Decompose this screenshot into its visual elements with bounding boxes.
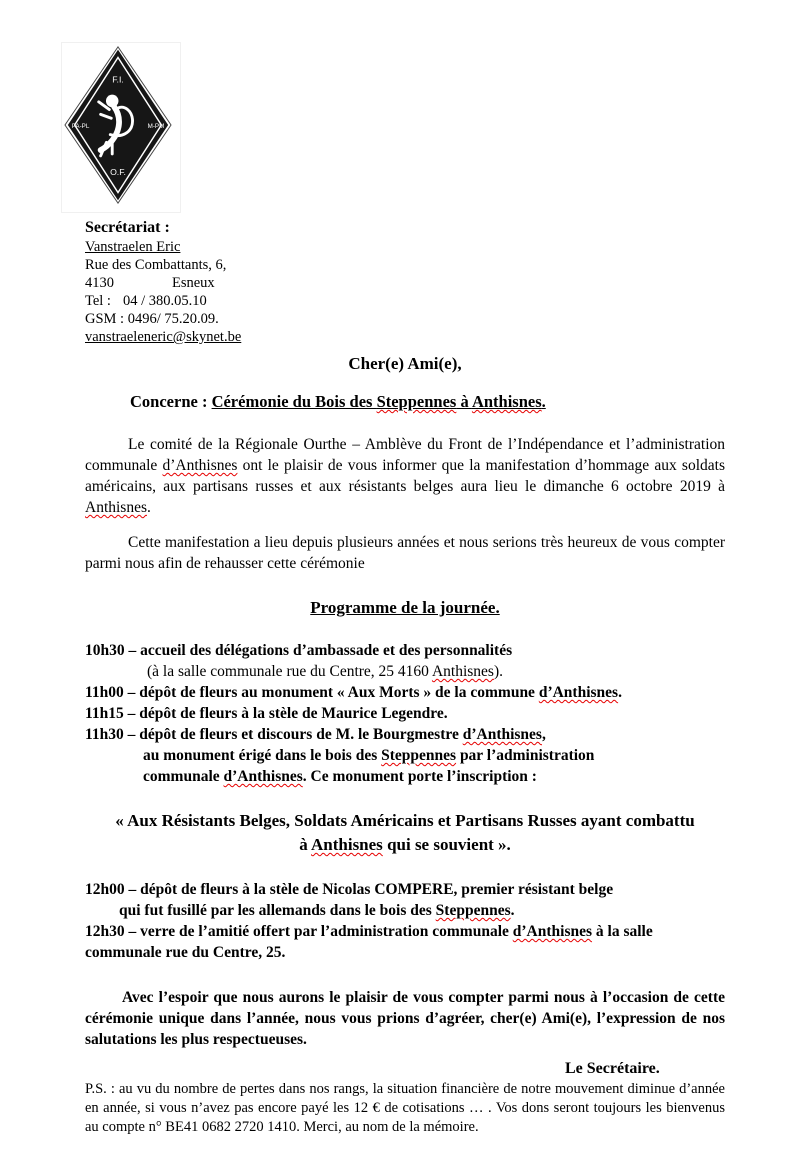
text-segment: . Ce monument porte l’inscription : xyxy=(302,768,537,785)
text-segment: ). xyxy=(493,663,503,680)
text-segment: à xyxy=(456,392,472,411)
logo-right-label: M-PM xyxy=(147,122,165,130)
text-segment: communale xyxy=(143,768,224,785)
subject-label: Concerne : xyxy=(130,392,212,411)
program-schedule xyxy=(85,640,725,787)
text-segment: Cette manifestation a lieu depuis plusieurs années et nous serions très heureux de vous compter parmi nous afin de rehausser cette cérémonie xyxy=(85,534,725,572)
text-segment: Cérémonie du Bois des xyxy=(211,392,377,411)
text-segment: à la salle communale rue du Centre, 25. xyxy=(85,923,653,961)
logo-bottom-label: O.F. xyxy=(110,167,126,178)
fi-diamond-emblem xyxy=(64,45,172,205)
text-segment: 12h30 – verre de l’amitié offert par l’administration communale xyxy=(85,923,513,940)
text-segment: 11h15 – dépôt de fleurs à la stèle de Maurice Legendre. xyxy=(85,705,448,722)
signature: Le Secrétaire. xyxy=(565,1060,660,1077)
misspelled-word: Anthisnes xyxy=(311,835,383,854)
logo-left-label: PA-PL xyxy=(71,122,90,130)
body-paragraph-2 xyxy=(85,532,725,574)
sender-city: Esneux xyxy=(172,275,215,291)
tel-value: 04 / 380.05.10 xyxy=(122,293,207,309)
text-segment: qui se souvient ». xyxy=(382,835,511,854)
text-segment: P.S. : au vu du nombre de pertes dans nos rangs, la situation financière de notre mouvement diminue d’année en année, si vous n’avez pas encore payé les 12 € de cotisations … . Vos dons seront toujours les bienvenus au compte n° BE41 0682 2720 1410. Merci, au nom de la mémoire. xyxy=(85,1081,725,1135)
program-schedule-continued xyxy=(85,879,725,963)
text-segment: , xyxy=(541,726,546,743)
text-segment: qui fut fusillé par les allemands dans le bois des xyxy=(119,902,436,919)
sender-heading: Secrétariat : xyxy=(85,219,170,236)
closing-paragraph xyxy=(85,987,725,1050)
misspelled-word: Steppennes xyxy=(435,902,511,919)
logo-top-label: F.I. xyxy=(112,74,124,85)
program-line-12h00 xyxy=(85,879,725,900)
misspelled-word: d’Anthisnes xyxy=(162,457,238,474)
misspelled-word: Steppennes xyxy=(376,392,457,411)
salutation: Cher(e) Ami(e), xyxy=(348,354,462,373)
subject-line xyxy=(85,392,725,412)
sender-tel-line xyxy=(85,292,725,310)
sender-email-link[interactable]: vanstraeleneric@skynet.be xyxy=(85,329,242,345)
text-segment: au monument érigé dans le bois des xyxy=(143,747,382,764)
sender-postal-code: 4130 xyxy=(85,275,114,291)
sender-gsm-line: GSM : 0496/ 75.20.09. xyxy=(85,311,219,327)
misspelled-word: d’Anthisnes xyxy=(512,923,593,940)
text-segment: 12h00 – dépôt de fleurs à la stèle de Nicolas COMPERE, premier résistant belge xyxy=(85,881,614,898)
program-line-12h00-cont xyxy=(85,900,725,921)
program-line-12h30 xyxy=(85,921,725,963)
program-line-11h30 xyxy=(85,724,725,745)
program-line-10h30 xyxy=(85,640,725,661)
text-segment: . xyxy=(147,499,151,516)
misspelled-word: Anthisnes xyxy=(431,663,494,680)
text-segment: 10h30 – accueil des délégations d’ambassade et des personnalités xyxy=(85,642,513,659)
monument-inscription xyxy=(85,809,725,857)
tel-label: Tel : xyxy=(85,293,111,309)
misspelled-word: Anthisnes xyxy=(85,499,147,516)
subject-text xyxy=(212,392,546,411)
text-segment: . xyxy=(618,684,622,701)
text-segment: . xyxy=(510,902,515,919)
misspelled-word: d’Anthisnes xyxy=(223,768,303,785)
misspelled-word: d’Anthisnes xyxy=(462,726,542,743)
text-segment: 11h00 – dépôt de fleurs au monument « Aux Morts » de la commune xyxy=(85,684,539,701)
program-line-11h15 xyxy=(85,703,725,724)
misspelled-word: d’Anthisnes xyxy=(538,684,619,701)
sender-city-line xyxy=(85,274,725,292)
body-paragraph-1 xyxy=(85,434,725,518)
misspelled-word: Steppennes xyxy=(381,747,457,764)
program-line-11h30-cont1 xyxy=(85,745,725,766)
text-segment: 11h30 – dépôt de fleurs et discours de M. le Bourgmestre xyxy=(85,726,463,743)
sender-name: Vanstraelen Eric xyxy=(85,239,181,255)
text-segment: Avec l’espoir que nous aurons le plaisir de vous compter parmi nous à l’occasion de cette cérémonie unique dans l’année, nous vous prions d’agréer, cher(e) Ami(e), l’expression de nos salutations les plus respectueuses. xyxy=(85,989,725,1048)
program-line-11h30-cont2 xyxy=(85,766,725,787)
text-segment: . xyxy=(541,392,546,411)
text-segment: Le comité de la Régionale Ourthe – Amblève du Front de l’Indépendance et l’administration communale xyxy=(85,436,725,474)
text-segment: (à la salle communale rue du Centre, 25 4160 xyxy=(147,663,432,680)
program-title: Programme de la journée. xyxy=(310,598,500,617)
sender-block xyxy=(85,217,725,346)
sender-street: Rue des Combattants, 6, xyxy=(85,257,227,273)
program-line-11h00 xyxy=(85,682,725,703)
text-segment: « Aux Résistants Belges, Soldats Américains et Partisans Russes ayant combattu à xyxy=(115,811,695,854)
text-segment: ont le plaisir de vous informer que la manifestation d’hommage aux soldats américains, aux partisans russes et aux résistants belges aura lieu le dimanche 6 octobre 2019 à xyxy=(85,457,725,495)
program-line-location xyxy=(85,661,725,682)
postscript xyxy=(85,1080,725,1137)
organization-logo xyxy=(61,42,181,213)
misspelled-word: Anthisnes xyxy=(471,392,542,411)
text-segment: par l’administration xyxy=(456,747,595,764)
